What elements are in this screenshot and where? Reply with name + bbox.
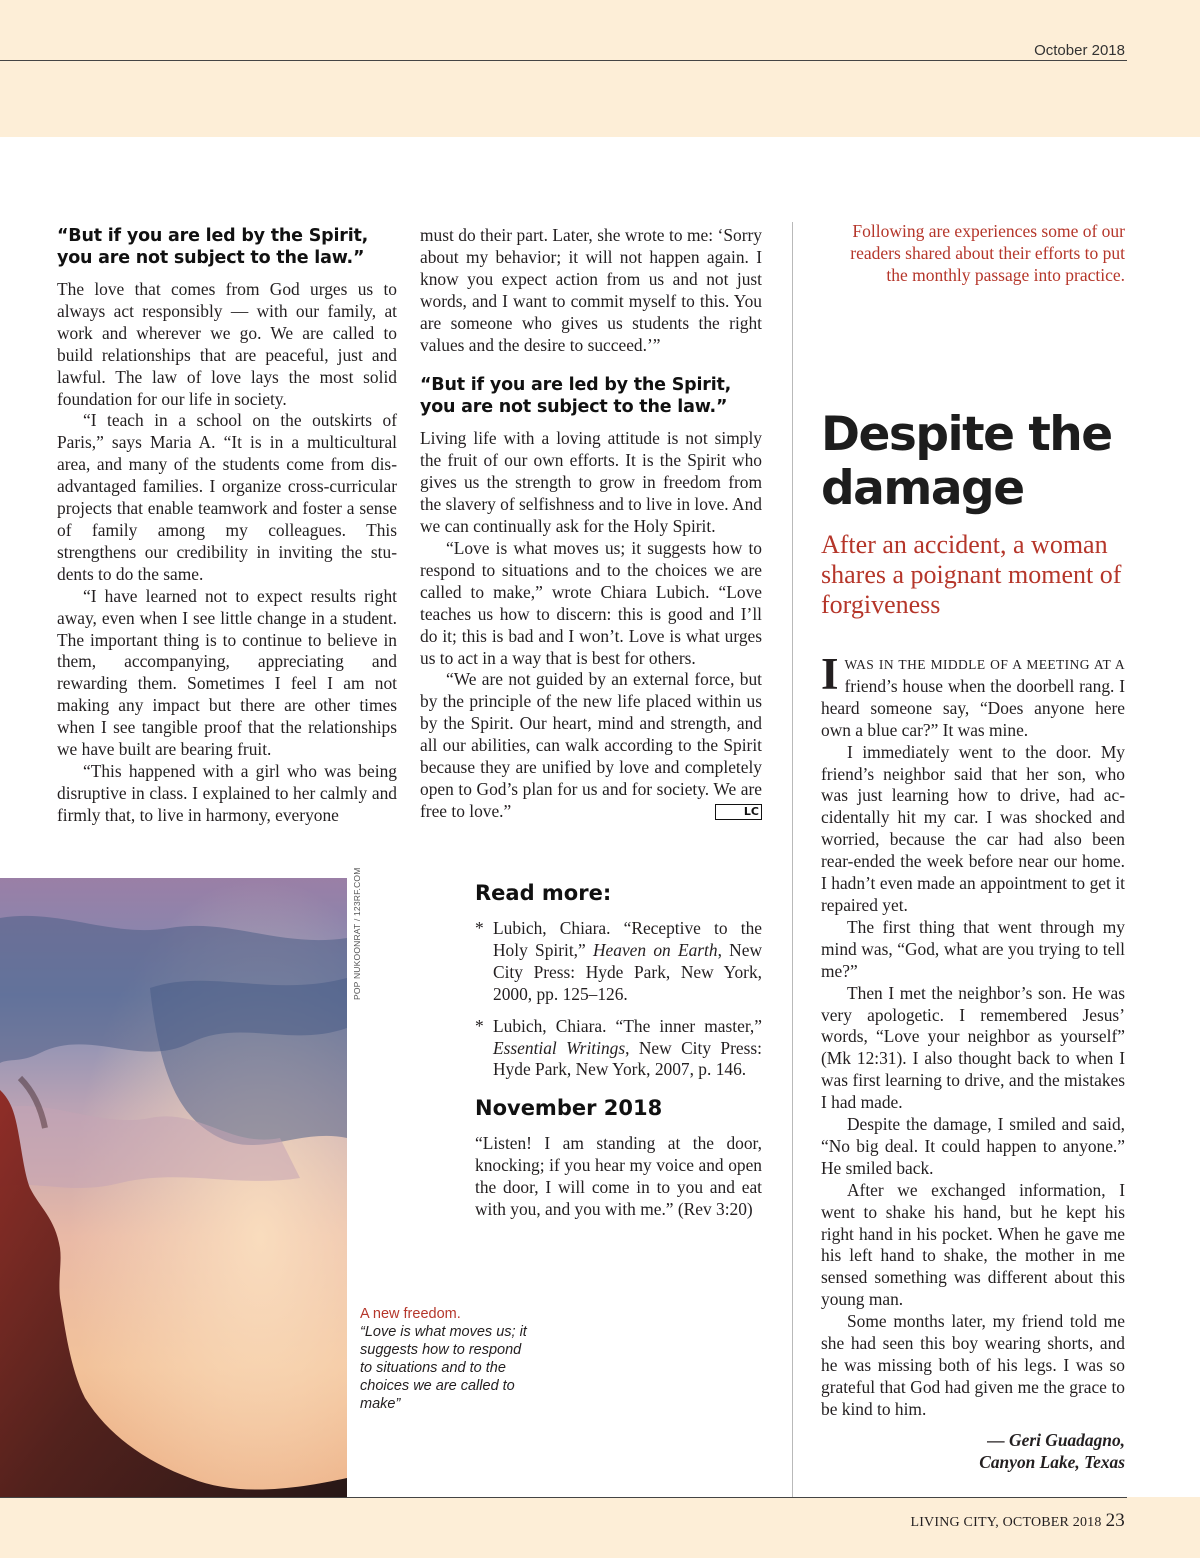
- november-passage: “Listen! I am standing at the door, knocking; if you hear my voice and open the door, I will come in to you and eat with you, and you with me.” (Rev 3:20): [475, 1133, 762, 1220]
- article-lead: IWAS IN THE MIDDLE OF A MEETING AT A friend’s house when the doorbell rang. I heard someone say, “Does anyone here own a blue car?” It was mine.: [821, 649, 1125, 740]
- author-name: — Geri Guadagno,: [987, 1429, 1125, 1450]
- lc-end-mark: LC: [715, 804, 762, 820]
- drop-cap: I: [821, 649, 839, 699]
- folio-publication: LIVING CITY, OCTOBER 2018: [910, 1515, 1102, 1530]
- article-paragraph: After we exchanged information, I went to shake his hand, but he kept his right hand in his pocket. When he gave me his left hand to shake, the mother in me sensed something was different about this young man.: [821, 1179, 1125, 1310]
- asterisk-bullet: *: [475, 918, 484, 938]
- author-signature: [821, 1430, 1125, 1474]
- column-2-heading: “But if you are led by the Spirit, you are not subject to the law.”: [420, 375, 732, 418]
- article-title: Despite the damage: [821, 407, 1112, 516]
- november-heading: November 2018: [475, 1096, 663, 1121]
- page-folio: [910, 1510, 1125, 1532]
- asterisk-bullet: *: [475, 1015, 484, 1036]
- header-band: [0, 0, 1200, 137]
- column-2-paragraph: Living life with a loving attitude is not simply the fruit of our own efforts. It is the Spirit who gives us the strength to grow in freedom from the slavery of selfishness and to live in love. And we can continually ask for the Holy Spirit.: [420, 428, 762, 537]
- article-paragraph: Some months later, my friend told me she had seen this boy wearing shorts, and he was missing both of his legs. I was so grateful that God had given me the grace to be kind to him.: [821, 1311, 1125, 1419]
- column-2-paragraph: “Love is what moves us; it suggests how to respond to situations and to the choices we are called to make,” wrote Chiara Lubich. “Love teaches us how to discern: this is good and I’ll do it; this is bad and I won’t. Love is what urges us to act in a way that is best for others.: [420, 537, 762, 668]
- page-number: 23: [1105, 1510, 1125, 1531]
- reference-item: * Lubich, Chiara. “Receptive to the Holy Spirit,” Heaven on Earth, New City Press: Hyde Park, New York, 2000, pp. 125–126.: [475, 918, 762, 1004]
- article-paragraph: Then I met the neighbor’s son. He was very apologetic. I remembered Jesus’ words, “Love your neighbor as yourself” (Mk 12:31). I also thought back to when I was first learning to drive, and the mistakes I had made.: [821, 982, 1125, 1113]
- column-1: [57, 225, 397, 827]
- article-paragraph: I immediately went to the door. My friend’s neighbor said that her son, who was just learning how to drive, had accidentally hit my car. I was shocked and worried, because the car had also been rear-ended the week before near our home. I hadn’t even made an appointment to get it repaired yet.: [821, 741, 1125, 915]
- column-divider: [792, 222, 793, 1510]
- book-title: Heaven on Earth: [592, 939, 718, 960]
- book-title: Essential Writings: [493, 1037, 626, 1058]
- author-place: Canyon Lake, Texas: [979, 1451, 1125, 1472]
- header-date: October 2018: [1034, 42, 1125, 59]
- photo-credit: POP NUKOONRAT / 123RF.COM: [352, 867, 362, 1000]
- column-1-paragraph: “This happened with a girl who was being disruptive in class. I explained to her calmly and firmly that, to live in harmony, everyone: [57, 760, 397, 825]
- column-1-heading: “But if you are led by the Spirit, you are not subject to the law.”: [57, 226, 369, 268]
- column-2-continued: must do their part. Later, she wrote to me: ‘Sorry about my behavior; it will not happen again. I know you expect action from us and not just words, and I want to commit myself to this. You are someone who gives us students the right values and the desire to succeed.’”: [420, 225, 762, 355]
- read-more-heading: Read more:: [475, 881, 612, 905]
- reference-item: * Lubich, Chiara. “The inner master,” Essential Writings, New City Press: Hyde Park, New York, 2007, p. 146.: [475, 1015, 762, 1080]
- column-2-paragraph: [420, 669, 762, 822]
- article-subtitle: After an accident, a woman shares a poignant moment of forgiveness: [821, 530, 1122, 619]
- sidebar-intro: Following are experiences some of our readers shared about their efforts to put the monthly passage into practice.: [850, 221, 1125, 285]
- article-paragraph: Despite the damage, I smiled and said, “No big deal. It could happen to anyone.” He smiled back.: [821, 1114, 1125, 1178]
- photo-illustration: [0, 878, 347, 1530]
- sky-hand-photo: [0, 878, 347, 1530]
- lead-smallcaps: WAS IN THE MIDDLE OF A MEETING AT A: [844, 657, 1125, 672]
- article-body: [821, 649, 1125, 1474]
- footer-rule: [0, 1497, 1127, 1498]
- column-1-paragraph: “I have learned not to expect results right away, even when I see little change in a student. The important thing is to continue to believe in them, accompanying, appreciating and rewarding them. Sometimes I feel I am not making any impact but there are other times when I see tangible proof that the relationships we have built are bearing fruit.: [57, 585, 397, 760]
- photo-caption: [360, 1305, 530, 1413]
- article-paragraph: The first thing that went through my mind was, “God, what are you trying to tell me?”: [821, 916, 1125, 981]
- column-1-paragraph: The love that comes from God urges us to always act responsibly — with our family, at work and wherever we go. We are called to build relationships that are peaceful, just and lawful. The law of love lays the most solid foundation for our life in society.: [57, 279, 397, 409]
- column-2-last-text: “We are not guided by an external force, but by the principle of the new life placed within us by the Spirit. Our heart, mind and strength, and all our abilities, can walk according to the Spirit because they are unified by love and completely open to God’s plan for us and for society. We are free to love.”: [420, 669, 762, 821]
- caption-quote: “Love is what moves us; it suggests how to respond to situations and to the choices we are called to make”: [360, 1324, 527, 1412]
- column-2: [420, 225, 762, 823]
- read-more-box: [475, 878, 762, 1221]
- column-1-paragraph: “I teach in a school on the outskirts of Paris,” says Maria A. “It is in a multicultural area, and many of the students come from disadvantaged families. I organize cross-curricular projects that enable teamwork and foster a sense of family among my colleagues. This strengthens our credibility in inviting the students to do the same.: [57, 410, 397, 584]
- caption-title: A new freedom.: [360, 1306, 461, 1322]
- header-rule: [0, 60, 1127, 61]
